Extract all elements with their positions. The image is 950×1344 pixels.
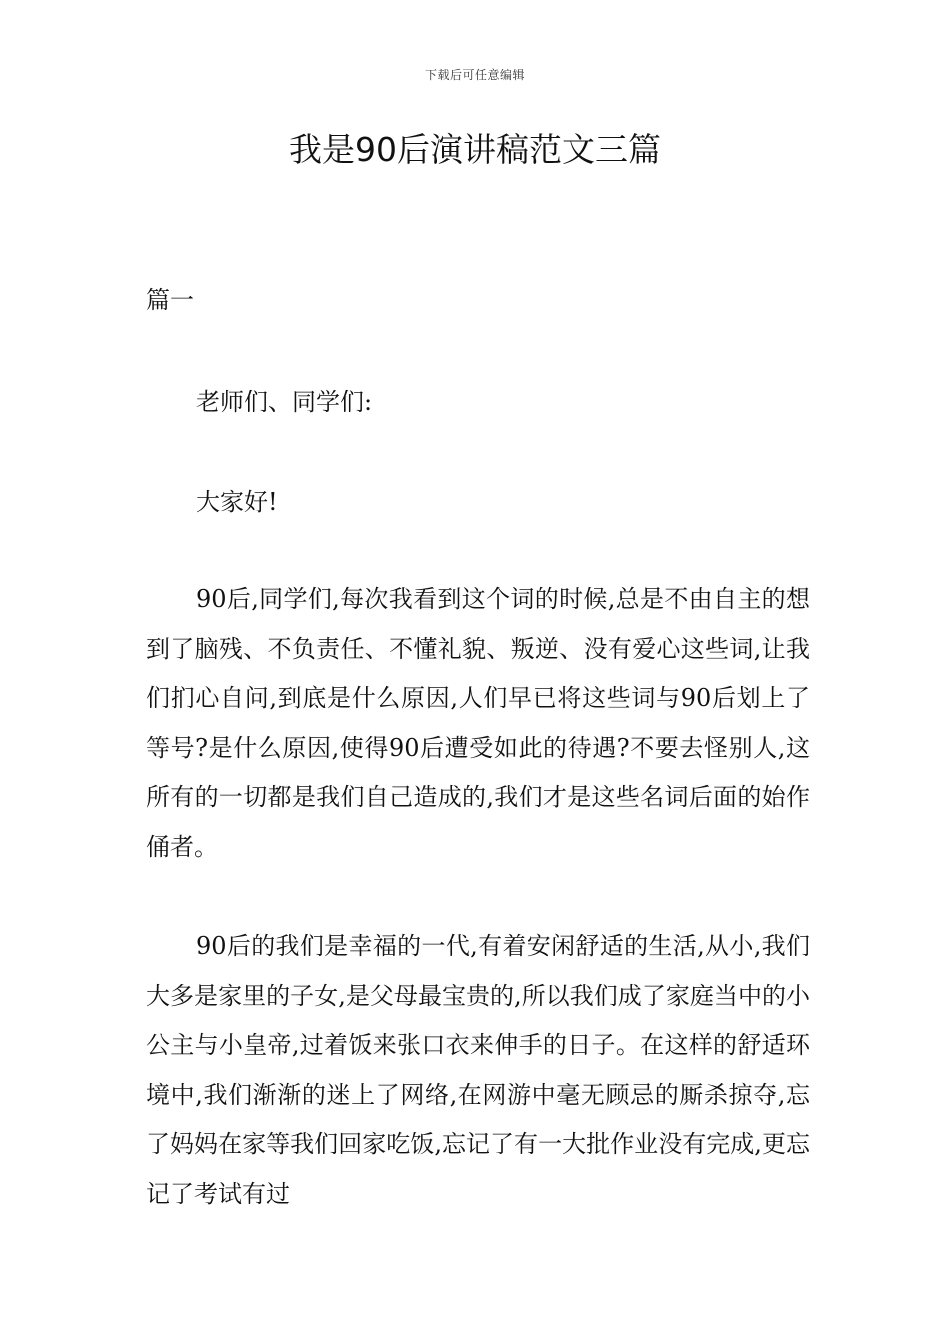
- body-paragraph: 90后,同学们,每次我看到这个词的时候,总是不由自主的想到了脑残、不负责任、不懂礼貌、叛逆、没有爱心这些词,让我们扪心自问,到底是什么原因,人们早已将这些词与90后划上了等号?是什么原因,使得90后遭受如此的待遇?不要去怪别人,这所有的一切都是我们自己造成的,我们才是这些名词后面的始作俑者。: [146, 585, 810, 861]
- document-title: 我是90后演讲稿范文三篇: [289, 130, 661, 169]
- salutation-paragraph: 老师们、同学们:: [196, 388, 373, 416]
- greeting-paragraph: 大家好!: [196, 488, 278, 516]
- section-heading: 篇一: [146, 286, 194, 314]
- body-paragraph: 90后的我们是幸福的一代,有着安闲舒适的生活,从小,我们大多是家里的子女,是父母最宝贵的,所以我们成了家庭当中的小公主与小皇帝,过着饭来张口衣来伸手的日子。在这样的舒适环境中,我们渐渐的迷上了网络,在网游中毫无顾忌的厮杀掠夺,忘了妈妈在家等我们回家吃饭,忘记了有一大批作业没有完成,更忘记了考试有过: [146, 932, 810, 1208]
- header-note: 下载后可任意编辑: [424, 68, 525, 82]
